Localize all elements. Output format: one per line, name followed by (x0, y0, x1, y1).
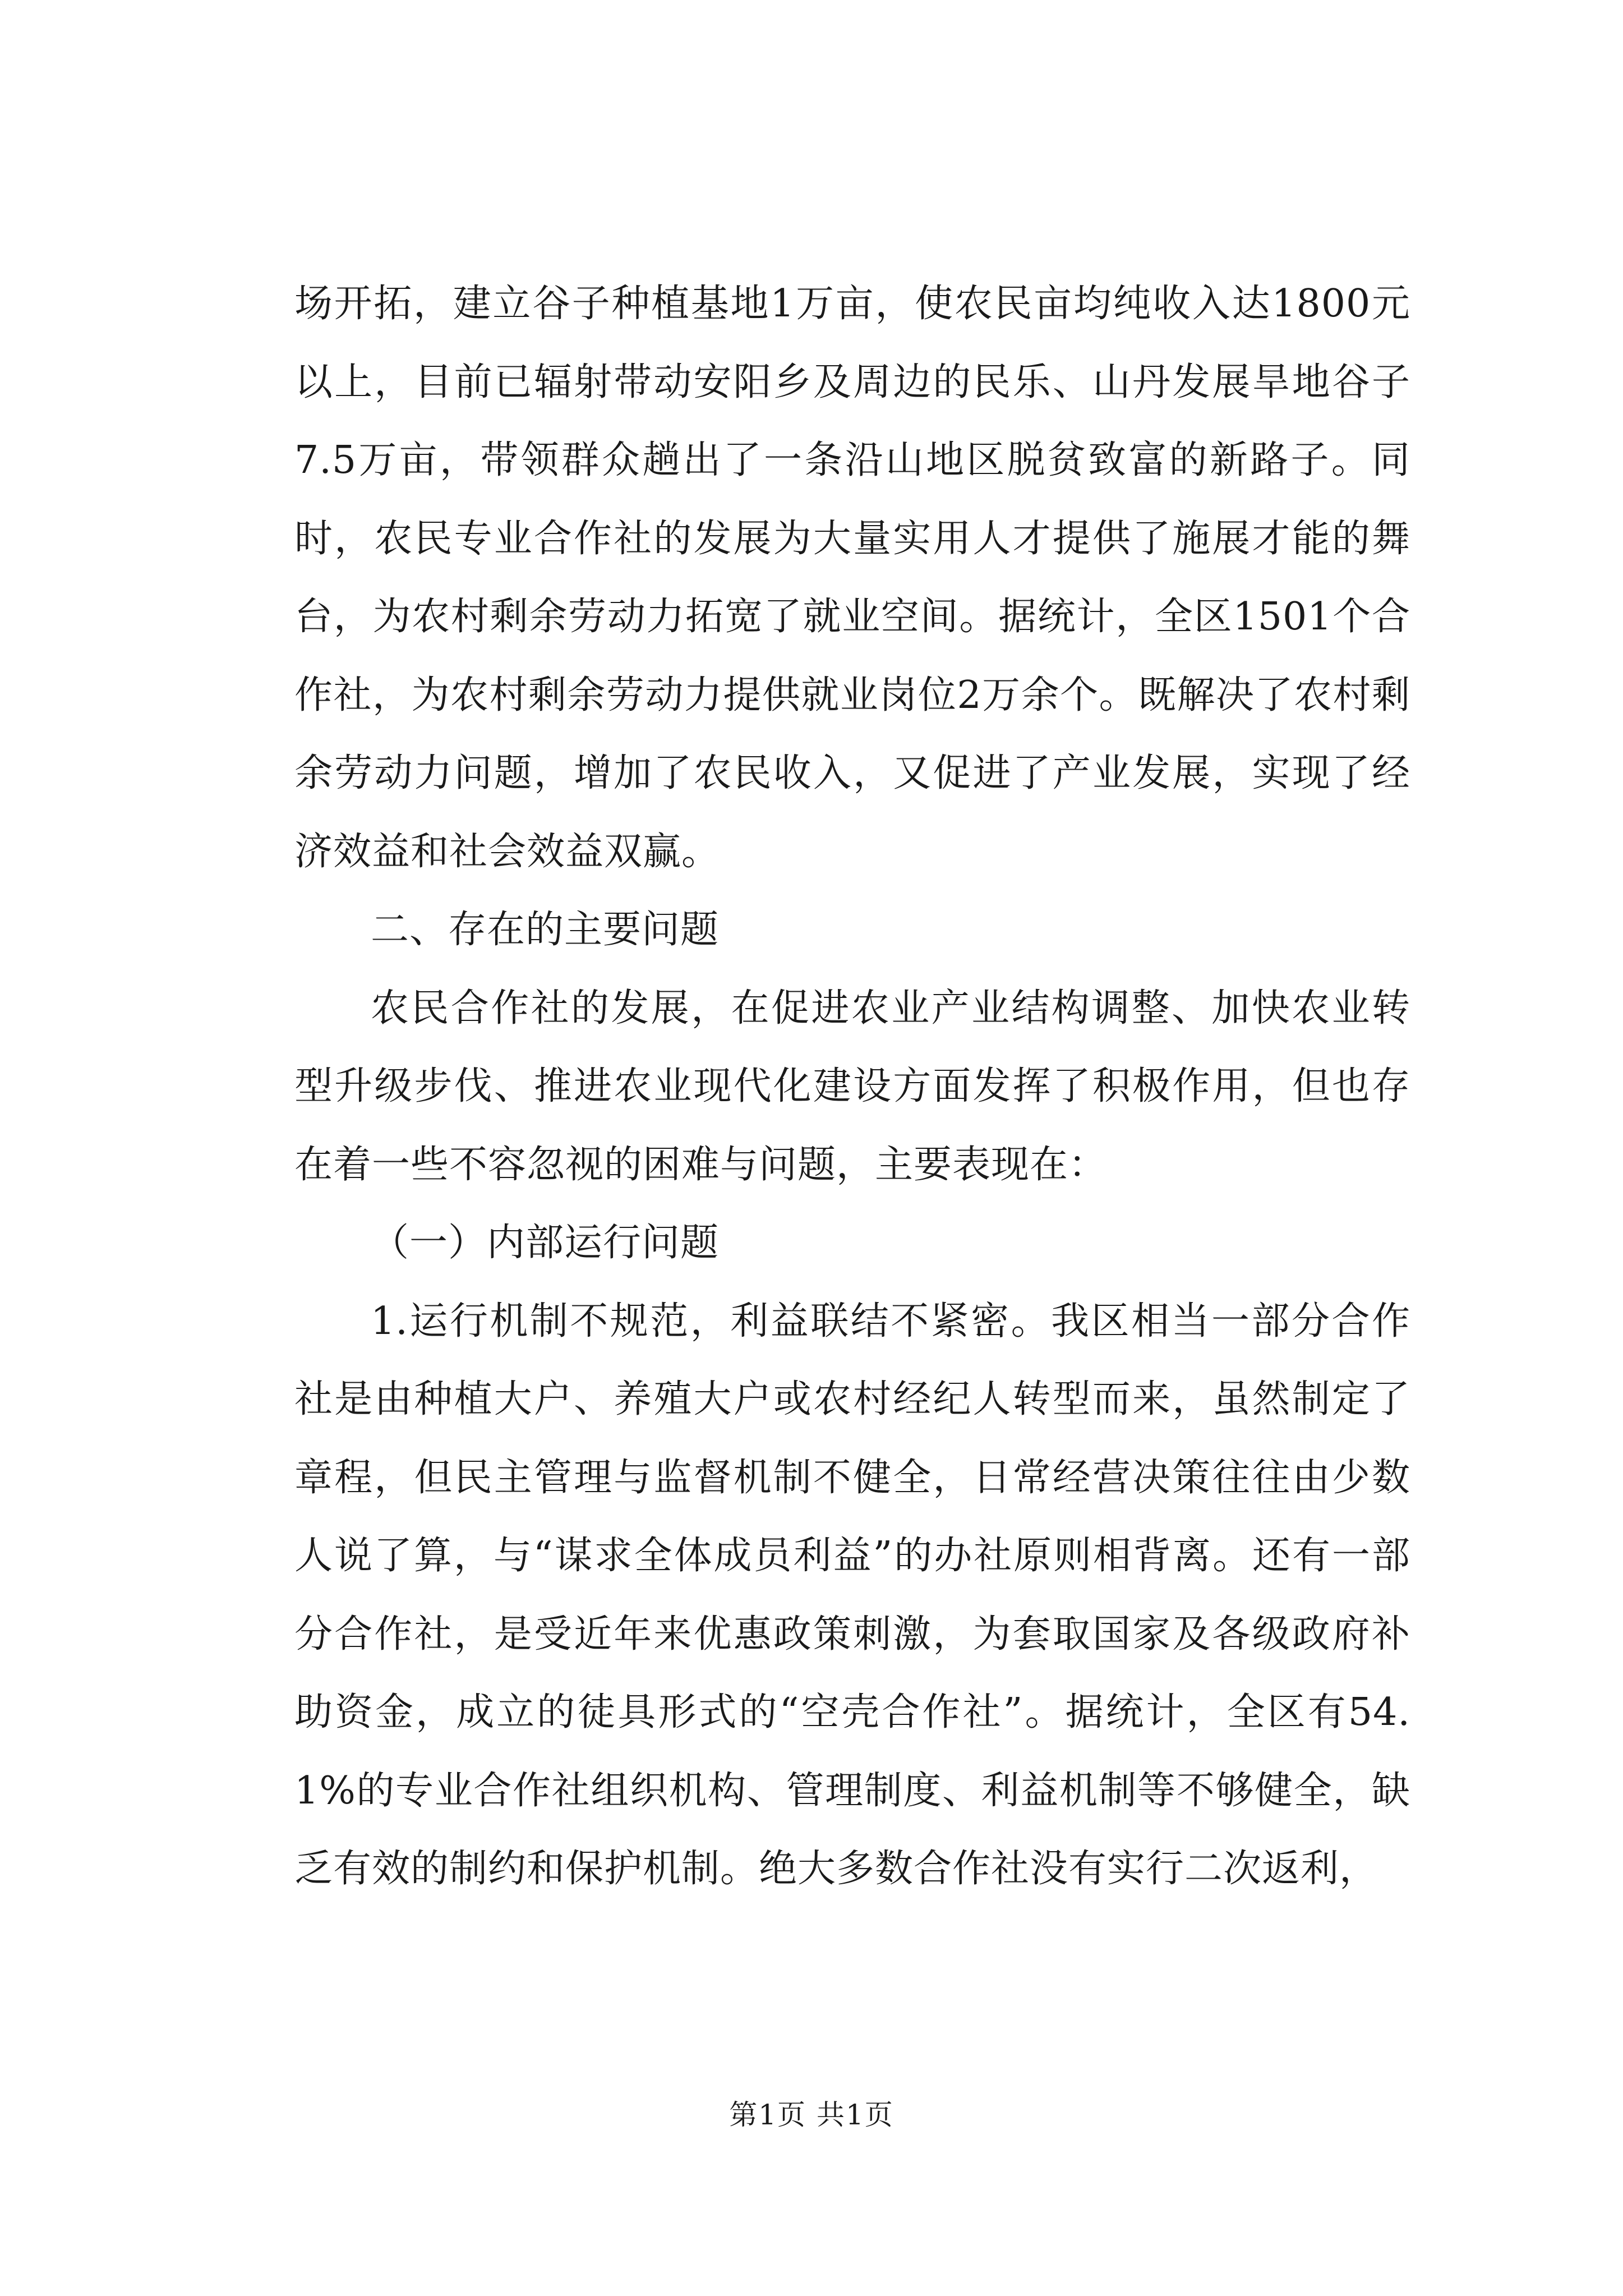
paragraph-intro: 农民合作社的发展，在促进农业产业结构调整、加快农业转型升级步伐、推进农业现代化建设方面发挥了积极作用，但也存在着一些不容忽视的困难与问题，主要表现在： (294, 986, 1410, 1187)
page-footer: 第1页 共1页 (729, 2099, 894, 2131)
paragraph-item-1: 1.运行机制不规范，利益联结不紧密。我区相当一部分合作社是由种植大户、养殖大户或农村经纪人转型而来，虽然制定了章程，但民主管理与监督机制不健全，日常经营决策往往由少数人说了算，与“谋求全体成员利益”的办社原则相背离。还有一部分合作社，是受近年来优惠政策刺激，为套取国家及各级政府补助资金，成立的徒具形式的“空壳合作社”。据统计，全区有54.1%的专业合作社组织机构、管理制度、利益机制等不够健全，缺乏有效的制约和保护机制。绝大多数合作社没有实行二次返利， (294, 1299, 1410, 1891)
paragraph-continuation: 场开拓，建立谷子种植基地1万亩，使农民亩均纯收入达1800元以上，目前已辐射带动安阳乡及周边的民乐、山丹发展旱地谷子7.5万亩，带领群众趟出了一条沿山地区脱贫致富的新路子。同时，农民专业合作社的发展为大量实用人才提供了施展才能的舞台，为农村剩余劳动力拓宽了就业空间。据统计，全区1501个合作社，为农村剩余劳动力提供就业岗位2万余个。既解决了农村剩余劳动力问题，增加了农民收入，又促进了产业发展，实现了经济效益和社会效益双赢。 (294, 282, 1410, 874)
section-heading: 二、存在的主要问题 (371, 908, 720, 952)
document-body (294, 265, 1410, 1908)
subsection-heading: （一）内部运行问题 (371, 1221, 720, 1265)
